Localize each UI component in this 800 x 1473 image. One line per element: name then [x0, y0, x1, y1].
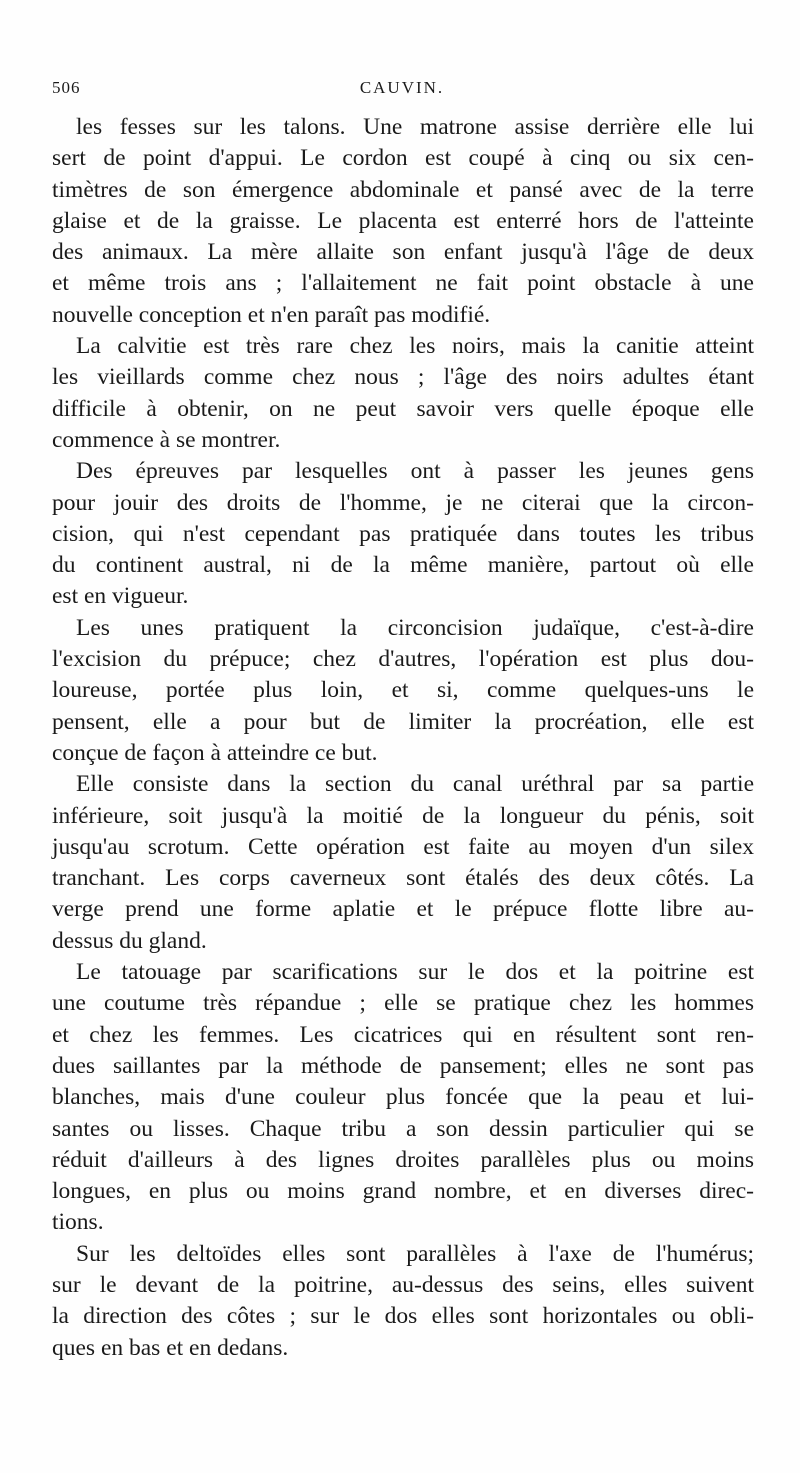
- text-line: commence à se montrer.: [52, 426, 281, 453]
- text-line: la direction des côtes ; sur le dos elles sont horizontales ou obli-: [52, 1303, 754, 1330]
- text-line: La calvitie est très rare chez les noirs, mais la canitie atteint: [76, 333, 754, 360]
- text-line: pour jouir des droits de l'homme, je ne citerai que la circon-: [52, 489, 754, 516]
- text-line: Les unes pratiquent la circoncision judaïque, c'est-à-dire: [76, 614, 754, 641]
- text-line: blanches, mais d'une couleur plus foncée que la peau et lui-: [52, 1084, 754, 1111]
- text-line: timètres de son émergence abdominale et pansé avec de la terre: [52, 176, 754, 203]
- paragraph: [52, 1239, 754, 1364]
- text-line: du continent austral, ni de la même manière, partout où elle: [52, 552, 754, 579]
- paragraph: [52, 957, 754, 1239]
- text-line: sur le devant de la poitrine, au-dessus des seins, elles suivent: [52, 1271, 754, 1298]
- paragraph: [52, 613, 754, 769]
- text-line: et chez les femmes. Les cicatrices qui en résultent sont ren-: [52, 1021, 754, 1048]
- text-line: et même trois ans ; l'allaitement ne fait point obstacle à une: [52, 270, 754, 297]
- text-line: conçue de façon à atteindre ce but.: [52, 739, 378, 766]
- text-line: tions.: [52, 1209, 104, 1236]
- text-line: jusqu'au scrotum. Cette opération est faite au moyen d'un silex: [52, 833, 754, 860]
- paragraph: [52, 456, 754, 612]
- text-line: sert de point d'appui. Le cordon est coupé à cinq ou six cen-: [52, 145, 754, 172]
- text-line: pensent, elle a pour but de limiter la procréation, elle est: [52, 708, 754, 735]
- text-line: longues, en plus ou moins grand nombre, et en diverses direc-: [52, 1178, 754, 1205]
- paragraph: [52, 769, 754, 957]
- page-header: [52, 78, 752, 104]
- text-line: une coutume très répandue ; elle se pratique chez les hommes: [52, 990, 754, 1017]
- text-line: Des épreuves par lesquelles ont à passer les jeunes gens: [76, 458, 754, 485]
- text-line: santes ou lisses. Chaque tribu a son dessin particulier qui se: [52, 1115, 754, 1142]
- text-line: difficile à obtenir, on ne peut savoir vers quelle époque elle: [52, 395, 754, 422]
- text-line: loureuse, portée plus loin, et si, comme quelques-uns le: [52, 677, 754, 704]
- text-line: tranchant. Les corps caverneux sont étalés des deux côtés. La: [52, 865, 754, 892]
- text-line: dessus du gland.: [52, 927, 207, 954]
- text-line: ques en bas et en dedans.: [52, 1334, 289, 1361]
- paragraph: [52, 112, 754, 331]
- text-line: cision, qui n'est cependant pas pratiquée dans toutes les tribus: [52, 520, 754, 547]
- text-line: glaise et de la graisse. Le placenta est enterré hors de l'atteinte: [52, 207, 754, 234]
- text-line: nouvelle conception et n'en paraît pas modifié.: [52, 301, 491, 328]
- text-line: les fesses sur les talons. Une matrone assise derrière elle lui: [76, 114, 754, 140]
- text-line: verge prend une forme aplatie et le prépuce flotte libre au-: [52, 896, 754, 923]
- text-line: Elle consiste dans la section du canal uréthral par sa partie: [76, 771, 754, 798]
- text-line: Sur les deltoïdes elles sont parallèles à l'axe de l'humérus;: [76, 1240, 754, 1267]
- running-head: CAUVIN.: [359, 78, 445, 97]
- text-line: inférieure, soit jusqu'à la moitié de la longueur du pénis, soit: [52, 802, 754, 829]
- text-line: les vieillards comme chez nous ; l'âge des noirs adultes étant: [52, 364, 754, 391]
- text-line: des animaux. La mère allaite son enfant jusqu'à l'âge de deux: [52, 239, 754, 266]
- paragraph: [52, 331, 754, 456]
- text-line: réduit d'ailleurs à des lignes droites parallèles plus ou moins: [52, 1146, 754, 1173]
- text-line: est en vigueur.: [52, 583, 189, 610]
- page-number: 506: [52, 78, 81, 97]
- text-line: Le tatouage par scarifications sur le dos et la poitrine est: [76, 959, 754, 986]
- body-text: [52, 112, 754, 1364]
- text-line: l'excision du prépuce; chez d'autres, l'opération est plus dou-: [52, 646, 754, 673]
- text-line: dues saillantes par la méthode de pansement; elles ne sont pas: [52, 1052, 754, 1079]
